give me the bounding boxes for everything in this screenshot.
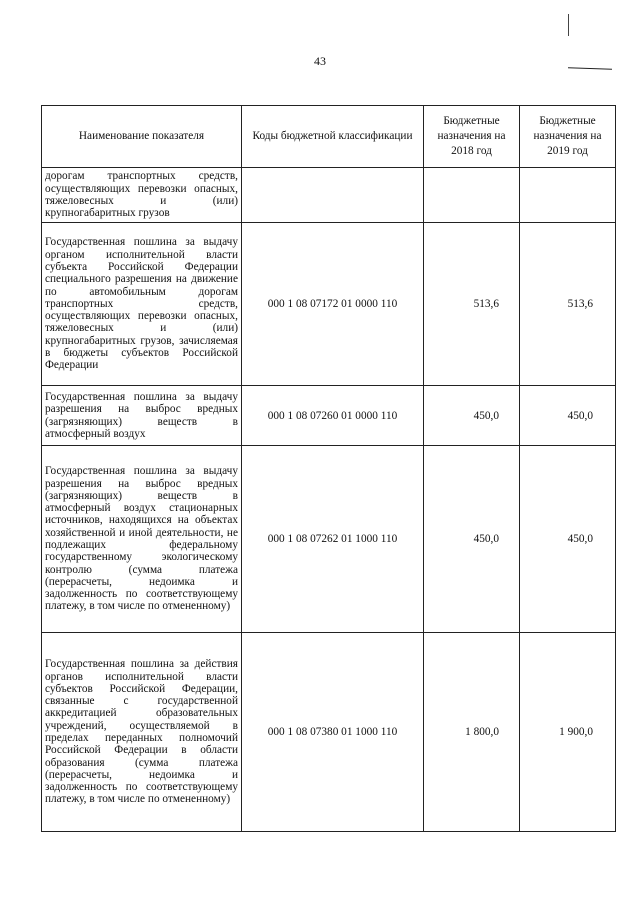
indicator-name: Государственная пошлина за выдачу органом исполнительной власти субъекта Российской Федерации специального разрешения на движение по автомобильным дорогам транспортных средств, осуществляющих перевозки опасных, тяжеловесных и (или) крупногабаритных грузов, зачисляемая в бюджеты субъектов Российской Федерации	[42, 223, 242, 386]
table-row	[42, 223, 616, 386]
value-2018: 450,0	[424, 386, 520, 446]
value-2019: 1 900,0	[520, 633, 616, 832]
classification-code: 000 1 08 07380 01 1000 110	[242, 633, 424, 832]
value-2018: 1 800,0	[424, 633, 520, 832]
table-row	[42, 168, 616, 223]
indicator-name: Государственная пошлина за выдачу разрешения на выброс вредных (загрязняющих) веществ в атмосферный воздух стационарных источников, находящихся на объектах хозяйственной и иной деятельности, не подлежащих федеральному государственному экологическому контролю (сумма платежа (перерасчеты, недоимка и задолженность по соответствующему платежу, в том числе по отмененному)	[42, 446, 242, 633]
classification-code: 000 1 08 07262 01 1000 110	[242, 446, 424, 633]
classification-code: 000 1 08 07172 01 0000 110	[242, 223, 424, 386]
table-header-row	[42, 106, 616, 168]
indicator-name: Государственная пошлина за действия органов исполнительной власти субъектов Российской Федерации, связанные с государственной аккредитацией образовательных учреждений, осуществляемой в пределах переданных полномочий Российской Федерации в области образования (сумма платежа (перерасчеты, недоимка и задолженность по соответствующему платежу, в том числе по отмененному)	[42, 633, 242, 832]
header-classification-code: Коды бюджетной классификации	[242, 106, 424, 168]
value-2018: 450,0	[424, 446, 520, 633]
value-2018	[424, 168, 520, 223]
value-2018: 513,6	[424, 223, 520, 386]
table-row	[42, 633, 616, 832]
value-2019: 513,6	[520, 223, 616, 386]
table-row	[42, 446, 616, 633]
table-row	[42, 386, 616, 446]
header-budget-2018: Бюджетные назначения на 2018 год	[424, 106, 520, 168]
classification-code	[242, 168, 424, 223]
classification-code: 000 1 08 07260 01 0000 110	[242, 386, 424, 446]
header-indicator-name: Наименование показателя	[42, 106, 242, 168]
header-budget-2019: Бюджетные назначения на 2019 год	[520, 106, 616, 168]
budget-table	[41, 105, 616, 832]
value-2019	[520, 168, 616, 223]
indicator-name: дорогам транспортных средств, осуществляющих перевозки опасных, тяжеловесных и (или) крупногабаритных грузов	[42, 168, 242, 223]
indicator-name: Государственная пошлина за выдачу разрешения на выброс вредных (загрязняющих) веществ в атмосферный воздух	[42, 386, 242, 446]
value-2019: 450,0	[520, 386, 616, 446]
scan-mark-vertical	[568, 14, 569, 36]
page-number: 43	[314, 54, 326, 68]
value-2019: 450,0	[520, 446, 616, 633]
